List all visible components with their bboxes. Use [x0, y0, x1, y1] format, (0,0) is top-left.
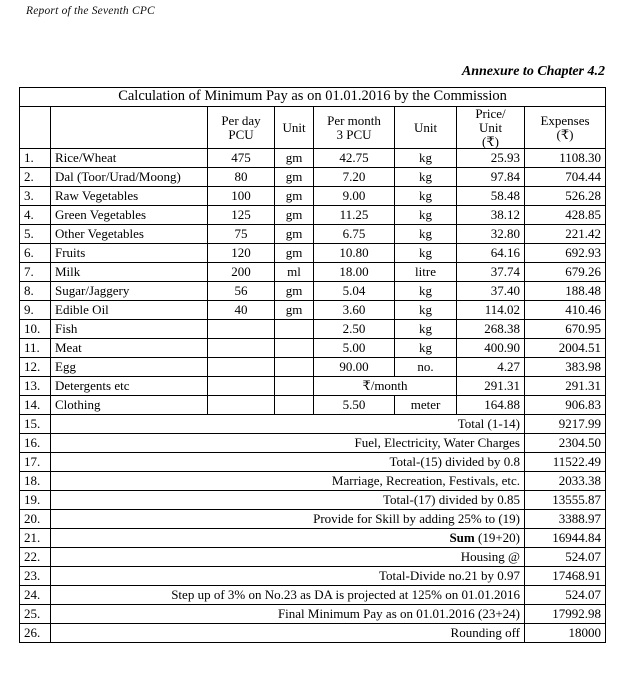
header-per-day-pcu	[208, 107, 275, 149]
row-item-name: Fish	[51, 320, 208, 339]
row-per-month-unit-span: ₹/month	[314, 377, 457, 396]
row-per-month-3pcu: 3.60	[314, 301, 395, 320]
summary-value: 3388.97	[525, 510, 606, 529]
summary-row	[20, 605, 606, 624]
summary-row	[20, 453, 606, 472]
summary-value: 2033.38	[525, 472, 606, 491]
minimum-pay-table	[19, 87, 606, 643]
table-row	[20, 339, 606, 358]
summary-serial-number: 17.	[20, 453, 51, 472]
summary-label-normal-part: (19+20)	[474, 530, 520, 546]
row-price-per-unit: 25.93	[457, 149, 525, 168]
row-unit-2: kg	[395, 149, 457, 168]
row-serial-number: 13.	[20, 377, 51, 396]
table-row	[20, 358, 606, 377]
row-per-month-3pcu: 6.75	[314, 225, 395, 244]
table-title: Calculation of Minimum Pay as on 01.01.2016 by the Commission	[20, 88, 606, 107]
summary-label: Total (1-14)	[51, 415, 525, 434]
row-price-per-unit: 4.27	[457, 358, 525, 377]
summary-value: 17992.98	[525, 605, 606, 624]
row-expenses: 1108.30	[525, 149, 606, 168]
row-item-name: Raw Vegetables	[51, 187, 208, 206]
summary-value: 16944.84	[525, 529, 606, 548]
row-price-per-unit: 291.31	[457, 377, 525, 396]
row-unit-2: kg	[395, 225, 457, 244]
summary-serial-number: 23.	[20, 567, 51, 586]
row-unit-2: kg	[395, 168, 457, 187]
summary-row	[20, 434, 606, 453]
table-row	[20, 225, 606, 244]
row-price-per-unit: 64.16	[457, 244, 525, 263]
summary-serial-number: 16.	[20, 434, 51, 453]
summary-label: Total-Divide no.21 by 0.97	[51, 567, 525, 586]
row-expenses: 704.44	[525, 168, 606, 187]
row-per-month-3pcu: 90.00	[314, 358, 395, 377]
summary-value: 17468.91	[525, 567, 606, 586]
summary-label: Fuel, Electricity, Water Charges	[51, 434, 525, 453]
row-per-month-3pcu: 10.80	[314, 244, 395, 263]
row-price-per-unit: 32.80	[457, 225, 525, 244]
row-unit-2: no.	[395, 358, 457, 377]
row-unit-1: gm	[275, 301, 314, 320]
summary-value: 13555.87	[525, 491, 606, 510]
row-item-name: Clothing	[51, 396, 208, 415]
row-item-name: Meat	[51, 339, 208, 358]
table-row	[20, 396, 606, 415]
summary-label: Rounding off	[51, 624, 525, 643]
row-per-month-3pcu: 2.50	[314, 320, 395, 339]
row-unit-2: meter	[395, 396, 457, 415]
row-expenses: 410.46	[525, 301, 606, 320]
header-per-day-line2: PCU	[228, 126, 254, 142]
header-unit-2: Unit	[395, 107, 457, 149]
summary-serial-number: 24.	[20, 586, 51, 605]
summary-label	[51, 529, 525, 548]
summary-label: Housing @	[51, 548, 525, 567]
row-per-month-3pcu: 18.00	[314, 263, 395, 282]
row-unit-2: kg	[395, 320, 457, 339]
table-row	[20, 320, 606, 339]
row-per-day-pcu: 56	[208, 282, 275, 301]
row-per-day-pcu	[208, 320, 275, 339]
summary-value: 9217.99	[525, 415, 606, 434]
row-serial-number: 9.	[20, 301, 51, 320]
row-price-per-unit: 114.02	[457, 301, 525, 320]
row-item-name: Milk	[51, 263, 208, 282]
header-price-per-unit	[457, 107, 525, 149]
page-running-header: Report of the Seventh CPC	[26, 5, 155, 17]
row-item-name: Other Vegetables	[51, 225, 208, 244]
row-expenses: 428.85	[525, 206, 606, 225]
row-price-per-unit: 400.90	[457, 339, 525, 358]
row-unit-1: gm	[275, 225, 314, 244]
summary-value: 11522.49	[525, 453, 606, 472]
row-per-day-pcu: 40	[208, 301, 275, 320]
header-price-line3: (₹)	[482, 133, 499, 149]
row-serial-number: 12.	[20, 358, 51, 377]
header-unit-1: Unit	[275, 107, 314, 149]
summary-value: 2304.50	[525, 434, 606, 453]
row-per-day-pcu: 100	[208, 187, 275, 206]
summary-row	[20, 510, 606, 529]
row-unit-1: gm	[275, 244, 314, 263]
row-unit-1: ml	[275, 263, 314, 282]
row-unit-2: kg	[395, 206, 457, 225]
header-expenses-line1: Expenses	[540, 112, 590, 128]
header-expenses-line2: (₹)	[556, 126, 574, 142]
row-expenses: 679.26	[525, 263, 606, 282]
row-per-month-3pcu: 7.20	[314, 168, 395, 187]
header-per-month-line2: 3 PCU	[336, 126, 372, 142]
row-unit-1: gm	[275, 282, 314, 301]
row-per-month-3pcu: 5.04	[314, 282, 395, 301]
header-price-line2: Unit	[478, 119, 503, 135]
row-expenses: 383.98	[525, 358, 606, 377]
row-price-per-unit: 37.74	[457, 263, 525, 282]
summary-serial-number: 21.	[20, 529, 51, 548]
header-item	[51, 107, 208, 149]
header-per-month-3pcu	[314, 107, 395, 149]
row-price-per-unit: 38.12	[457, 206, 525, 225]
summary-serial-number: 20.	[20, 510, 51, 529]
header-per-month-line1: Per month	[327, 112, 381, 128]
row-price-per-unit: 97.84	[457, 168, 525, 187]
summary-value: 524.07	[525, 548, 606, 567]
summary-value: 18000	[525, 624, 606, 643]
header-expenses	[525, 107, 606, 149]
summary-serial-number: 15.	[20, 415, 51, 434]
row-serial-number: 1.	[20, 149, 51, 168]
row-unit-2: kg	[395, 282, 457, 301]
summary-row	[20, 529, 606, 548]
row-unit-1	[275, 396, 314, 415]
summary-label: Final Minimum Pay as on 01.01.2016 (23+24)	[51, 605, 525, 624]
row-item-name: Fruits	[51, 244, 208, 263]
table-row	[20, 282, 606, 301]
row-unit-1	[275, 377, 314, 396]
row-expenses: 670.95	[525, 320, 606, 339]
table-row	[20, 263, 606, 282]
summary-row	[20, 624, 606, 643]
row-unit-2: kg	[395, 301, 457, 320]
minimum-pay-table-container	[19, 87, 606, 643]
row-price-per-unit: 37.40	[457, 282, 525, 301]
row-expenses: 221.42	[525, 225, 606, 244]
summary-serial-number: 18.	[20, 472, 51, 491]
table-row	[20, 206, 606, 225]
summary-label-bold-part: Sum	[449, 530, 475, 546]
row-unit-2: kg	[395, 187, 457, 206]
row-price-per-unit: 58.48	[457, 187, 525, 206]
row-per-day-pcu	[208, 358, 275, 377]
summary-label: Total-(17) divided by 0.85	[51, 491, 525, 510]
table-row	[20, 301, 606, 320]
row-per-month-3pcu: 9.00	[314, 187, 395, 206]
row-price-per-unit: 268.38	[457, 320, 525, 339]
row-unit-2: kg	[395, 339, 457, 358]
summary-row	[20, 586, 606, 605]
annexure-label: Annexure to Chapter 4.2	[461, 64, 605, 79]
row-unit-1: gm	[275, 187, 314, 206]
summary-label: Step up of 3% on No.23 as DA is projected at 125% on 01.01.2016	[51, 586, 525, 605]
row-per-day-pcu: 200	[208, 263, 275, 282]
summary-row	[20, 415, 606, 434]
table-row	[20, 244, 606, 263]
row-price-per-unit: 164.88	[457, 396, 525, 415]
row-item-name: Sugar/Jaggery	[51, 282, 208, 301]
row-per-month-3pcu: 11.25	[314, 206, 395, 225]
row-per-day-pcu	[208, 396, 275, 415]
row-per-day-pcu: 125	[208, 206, 275, 225]
row-serial-number: 3.	[20, 187, 51, 206]
row-per-day-pcu	[208, 339, 275, 358]
summary-value: 524.07	[525, 586, 606, 605]
table-row	[20, 187, 606, 206]
row-unit-1	[275, 320, 314, 339]
row-item-name: Egg	[51, 358, 208, 377]
summary-serial-number: 25.	[20, 605, 51, 624]
summary-label: Total-(15) divided by 0.8	[51, 453, 525, 472]
summary-label: Marriage, Recreation, Festivals, etc.	[51, 472, 525, 491]
row-per-month-3pcu: 5.00	[314, 339, 395, 358]
table-row	[20, 168, 606, 187]
row-item-name: Green Vegetables	[51, 206, 208, 225]
summary-row	[20, 567, 606, 586]
row-per-day-pcu: 120	[208, 244, 275, 263]
row-expenses: 526.28	[525, 187, 606, 206]
row-serial-number: 10.	[20, 320, 51, 339]
table-row	[20, 149, 606, 168]
row-expenses: 2004.51	[525, 339, 606, 358]
table-row	[20, 377, 606, 396]
row-per-day-pcu: 80	[208, 168, 275, 187]
summary-serial-number: 26.	[20, 624, 51, 643]
table-title-row	[20, 88, 606, 107]
row-unit-1	[275, 339, 314, 358]
row-per-month-3pcu: 5.50	[314, 396, 395, 415]
row-per-day-pcu: 75	[208, 225, 275, 244]
row-serial-number: 14.	[20, 396, 51, 415]
header-sno	[20, 107, 51, 149]
row-serial-number: 2.	[20, 168, 51, 187]
table-header-row	[20, 107, 606, 149]
row-item-name: Detergents etc	[51, 377, 208, 396]
table-body	[20, 88, 606, 643]
row-unit-2: kg	[395, 244, 457, 263]
summary-serial-number: 19.	[20, 491, 51, 510]
row-serial-number: 7.	[20, 263, 51, 282]
row-per-day-pcu	[208, 377, 275, 396]
row-serial-number: 4.	[20, 206, 51, 225]
row-unit-2: litre	[395, 263, 457, 282]
summary-row	[20, 548, 606, 567]
summary-serial-number: 22.	[20, 548, 51, 567]
row-unit-1: gm	[275, 206, 314, 225]
summary-row	[20, 472, 606, 491]
row-unit-1	[275, 358, 314, 377]
header-per-day-line1: Per day	[221, 112, 261, 128]
summary-row	[20, 491, 606, 510]
summary-label: Provide for Skill by adding 25% to (19)	[51, 510, 525, 529]
row-unit-1: gm	[275, 149, 314, 168]
row-serial-number: 8.	[20, 282, 51, 301]
header-price-line1: Price/	[475, 106, 506, 121]
row-serial-number: 11.	[20, 339, 51, 358]
row-item-name: Rice/Wheat	[51, 149, 208, 168]
row-per-day-pcu: 475	[208, 149, 275, 168]
row-per-month-3pcu: 42.75	[314, 149, 395, 168]
row-item-name: Dal (Toor/Urad/Moong)	[51, 168, 208, 187]
row-expenses: 692.93	[525, 244, 606, 263]
row-serial-number: 5.	[20, 225, 51, 244]
row-expenses: 188.48	[525, 282, 606, 301]
row-serial-number: 6.	[20, 244, 51, 263]
row-item-name: Edible Oil	[51, 301, 208, 320]
row-unit-1: gm	[275, 168, 314, 187]
row-expenses: 291.31	[525, 377, 606, 396]
row-expenses: 906.83	[525, 396, 606, 415]
